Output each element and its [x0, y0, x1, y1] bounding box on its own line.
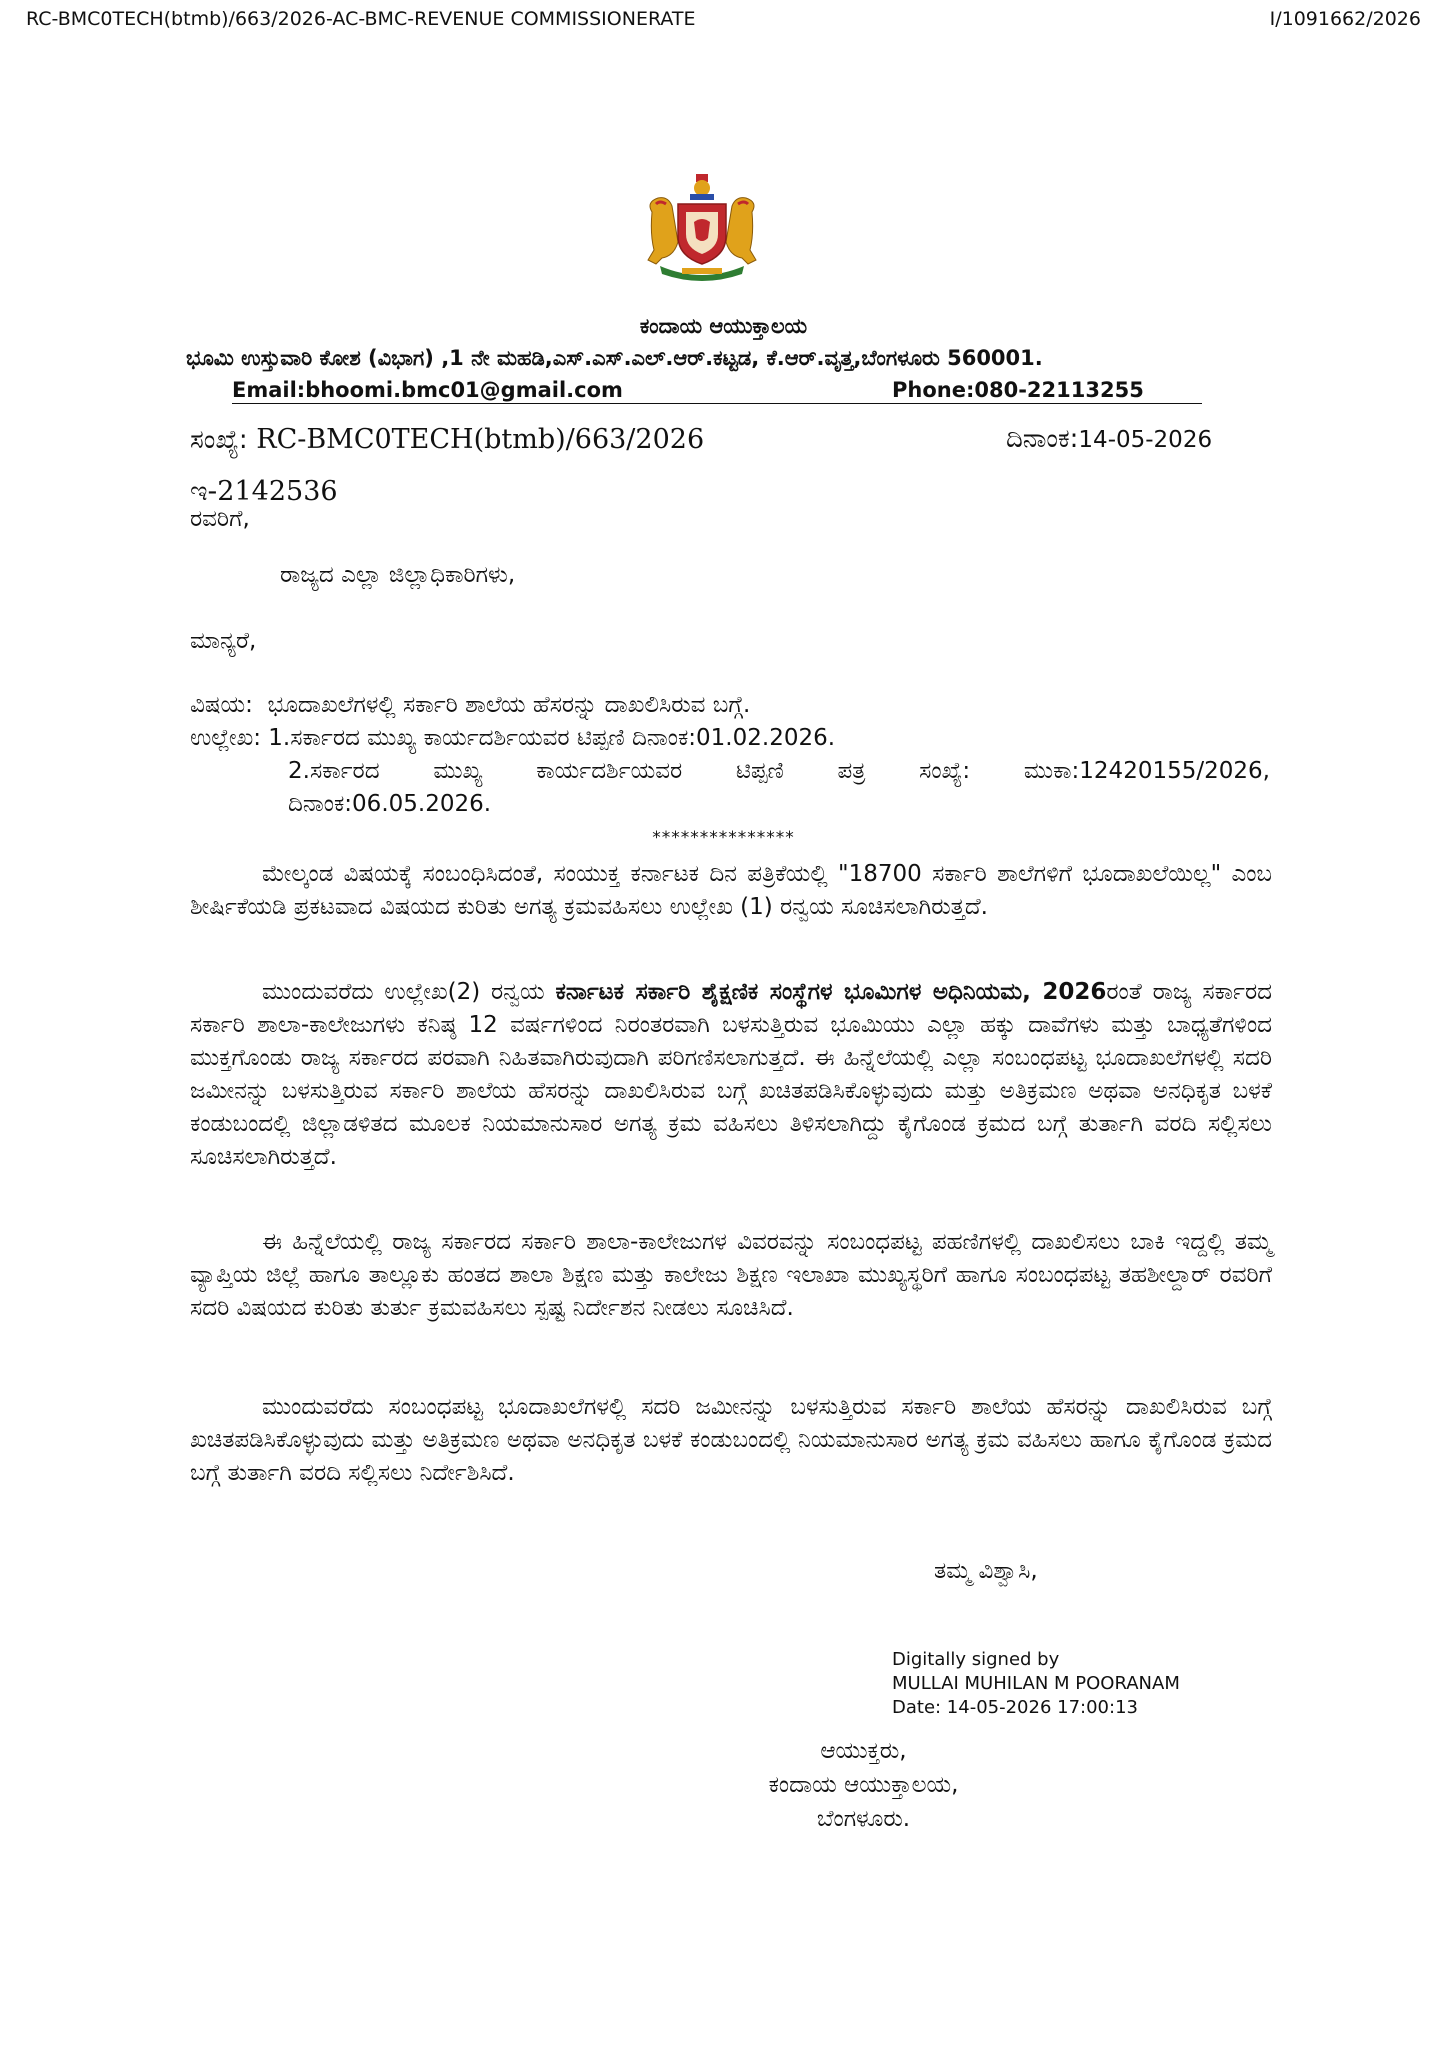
office-address: ಭೂಮಿ ಉಸ್ತುವಾರಿ ಕೋಶ (ವಿಭಾಗ) ,1 ನೇ ಮಹಡಿ,ಎಸ್.ಎಸ್.ಎಲ್.ಆರ್.ಕಟ್ಟಡ, ಕೆ.ಆರ್.ವೃತ್ತ,ಬೆಂಗಳೂರು 560001. — [186, 346, 1043, 370]
signature-line-1: Digitally signed by — [892, 1649, 1060, 1670]
office-phone: Phone:080-22113255 — [892, 378, 1144, 402]
signatory-city: ಬೆಂಗಳೂರು. — [816, 1806, 911, 1832]
date-value: 14-05-2026 — [1078, 427, 1213, 453]
salutation: ಮಾನ್ಯರೆ, — [190, 628, 257, 654]
reference-2-date: ದಿನಾಂಕ:06.05.2026. — [288, 791, 492, 817]
paragraph-2-body: ರಂತೆ ರಾಜ್ಯ ಸರ್ಕಾರದ ಸರ್ಕಾರಿ ಶಾಲಾ-ಕಾಲೇಜುಗಳು ಕನಿಷ್ಠ 12 ವರ್ಷಗಳಿಂದ ನಿರಂತರವಾಗಿ ಬಳಸುತ್ತಿರುವ ಭೂಮಿಯು ಎಲ್ಲಾ ಹಕ್ಕು ದಾವೆಗಳು ಮತ್ತು ಬಾಧ್ಯತೆಗಳಿಂದ ಮುಕ್ತಗೊಂಡು ರಾಜ್ಯ ಸರ್ಕಾರದ ಪರವಾಗಿ ನಿಹಿತವಾಗಿರುವುದಾಗಿ ಪರಿಗಣಿಸಲಾಗುತ್ತದೆ. ಈ ಹಿನ್ನೆಲೆಯಲ್ಲಿ ಎಲ್ಲಾ ಸಂಬಂಧಪಟ್ಟ ಭೂದಾಖಲೆಗಳಲ್ಲಿ ಸದರಿ ಜಮೀನನ್ನು ಬಳಸುತ್ತಿರುವ ಸರ್ಕಾರಿ ಶಾಲೆಯ ಹೆಸರನ್ನು ದಾಖಲಿಸಿರುವ ಬಗ್ಗೆ ಖಚಿತಪಡಿಸಿಕೊಳ್ಳುವುದು ಮತ್ತು ಅತಿಕ್ರಮಣ ಅಥವಾ ಅನಧಿಕೃತ ಬಳಕೆ ಕಂಡುಬಂದಲ್ಲಿ ಜಿಲ್ಲಾಡಳಿತದ ಮೂಲಕ ನಿಯಮಾನುಸಾರ ಅಗತ್ಯ ಕ್ರಮ ವಹಿಸಲು ತಿಳಿಸಲಾಗಿದ್ದು ಕೈಗೊಂಡ ಕ್ರಮದ ಬಗ್ಗೆ ತುರ್ತಾಗಿ ವರದಿ ಸಲ್ಲಿಸಲು ಸೂಚಿಸಲಾಗಿರುತ್ತದೆ. — [190, 979, 1272, 1170]
to-label: ರವರಿಗೆ, — [190, 506, 250, 532]
paragraph-1: ಮೇಲ್ಕಂಡ ವಿಷಯಕ್ಕೆ ಸಂಬಂಧಿಸಿದಂತೆ, ಸಂಯುಕ್ತ ಕರ್ನಾಟಕ ದಿನ ಪತ್ರಿಕೆಯಲ್ಲಿ "18700 ಸರ್ಕಾರಿ ಶಾಲೆಗಳಿಗೆ ಭೂದಾಖಲೆಯಿಲ್ಲ" ಎಂಬ ಶೀರ್ಷಿಕೆಯಡಿ ಪ್ರಕಟವಾದ ವಿಷಯದ ಕುರಿತು ಅಗತ್ಯ ಕ್ರಮವಹಿಸಲು ಉಲ್ಲೇಖ (1) ರನ್ವಯ ಸೂಚಿಸಲಾಗಿರುತ್ತದೆ. — [190, 861, 1272, 920]
reference-2-word: ಕಾರ್ಯದರ್ಶಿಯವರ — [536, 758, 683, 784]
reference-value: RC-BMC0TECH(btmb)/663/2026 — [256, 424, 705, 455]
subject-line — [190, 692, 750, 718]
reference-1-line — [190, 725, 835, 751]
paragraph-3: ಈ ಹಿನ್ನೆಲೆಯಲ್ಲಿ ರಾಜ್ಯ ಸರ್ಕಾರದ ಸರ್ಕಾರಿ ಶಾಲಾ-ಕಾಲೇಜುಗಳ ವಿವರವನ್ನು ಸಂಬಂಧಪಟ್ಟ ಪಹಣಿಗಳಲ್ಲಿ ದಾಖಲಿಸಲು ಬಾಕಿ ಇದ್ದಲ್ಲಿ ತಮ್ಮ ವ್ಯಾಪ್ತಿಯ ಜಿಲ್ಲೆ ಹಾಗೂ ತಾಲ್ಲೂಕು ಹಂತದ ಶಾಲಾ ಶಿಕ್ಷಣ ಮತ್ತು ಕಾಲೇಜು ಶಿಕ್ಷಣ ಇಲಾಖಾ ಮುಖ್ಯಸ್ಥರಿಗೆ ಹಾಗೂ ಸಂಬಂಧಪಟ್ಟ ತಹಶೀಲ್ದಾರ್ ರವರಿಗೆ ಸದರಿ ವಿಷಯದ ಕುರಿತು ತುರ್ತು ಕ್ರಮವಹಿಸಲು ಸ್ಪಷ್ಟ ನಿರ್ದೇಶನ ನೀಡಲು ಸೂಚಿಸಿದೆ. — [190, 1229, 1272, 1321]
act-name: ಕರ್ನಾಟಕ ಸರ್ಕಾರಿ ಶೈಕ್ಷಣಿಕ ಸಂಸ್ಥೆಗಳ ಭೂಮಿಗಳ ಅಧಿನಿಯಮ, 2026 — [555, 979, 1107, 1005]
date-label: ದಿನಾಂಕ: — [1006, 424, 1079, 454]
reference-2-line — [288, 758, 1270, 784]
signatory-block — [0, 1734, 1447, 1836]
digital-signature — [892, 1648, 1180, 1720]
e-office-label: ಇ- — [190, 476, 218, 507]
separator: *************** — [652, 828, 795, 848]
reference-2-word: ಮುಖ್ಯ — [433, 758, 483, 784]
contact-row — [232, 378, 1202, 404]
recipient: ರಾಜ್ಯದ ಎಲ್ಲಾ ಜಿಲ್ಲಾಧಿಕಾರಿಗಳು, — [280, 562, 516, 588]
subject-text: ಭೂದಾಖಲೆಗಳಲ್ಲಿ ಸರ್ಕಾರಿ ಶಾಲೆಯ ಹೆಸರನ್ನು ದಾಖಲಿಸಿರುವ ಬಗ್ಗೆ. — [267, 692, 751, 718]
inward-number-header: I/1091662/2026 — [1269, 8, 1421, 30]
reference-label: ಸಂಖ್ಯೆ: — [190, 425, 248, 455]
paragraph-4: ಮುಂದುವರೆದು ಸಂಬಂಧಪಟ್ಟ ಭೂದಾಖಲೆಗಳಲ್ಲಿ ಸದರಿ ಜಮೀನನ್ನು ಬಳಸುತ್ತಿರುವ ಸರ್ಕಾರಿ ಶಾಲೆಯ ಹೆಸರನ್ನು ದಾಖಲಿಸಿರುವ ಬಗ್ಗೆ ಖಚಿತಪಡಿಸಿಕೊಳ್ಳುವುದು ಮತ್ತು ಅತಿಕ್ರಮಣ ಅಥವಾ ಅನಧಿಕೃತ ಬಳಕೆ ಕಂಡುಬಂದಲ್ಲಿ ನಿಯಮಾನುಸಾರ ಅಗತ್ಯ ಕ್ರಮ ವಹಿಸಲು ಹಾಗೂ ಕೈಗೊಂಡ ಕ್ರಮದ ಬಗ್ಗೆ ತುರ್ತಾಗಿ ವರದಿ ಸಲ್ಲಿಸಲು ನಿರ್ದೇಶಿಸಿದೆ. — [190, 1394, 1272, 1486]
letter-date — [1006, 424, 1212, 455]
reference-2-word: 2.ಸರ್ಕಾರದ — [288, 758, 380, 784]
reference-2-word: ಮುಕಾ:12420155/2026, — [1023, 758, 1270, 784]
signatory-office: ಕಂದಾಯ ಆಯುಕ್ತಾಲಯ, — [768, 1772, 959, 1798]
subject-label: ವಿಷಯ: — [190, 692, 253, 718]
references-label: ಉಲ್ಲೇಖ: — [190, 725, 261, 751]
paragraph-2-intro: ಮುಂದುವರೆದು ಉಲ್ಲೇಖ(2) ರನ್ವಯ — [262, 979, 556, 1005]
e-office-value: 2142536 — [217, 476, 338, 507]
reference-1: 1.ಸರ್ಕಾರದ ಮುಖ್ಯ ಕಾರ್ಯದರ್ಶಿಯವರ ಟಿಪ್ಪಣಿ ದಿನಾಂಕ:01.02.2026. — [268, 725, 836, 751]
signatory-designation: ಆಯುಕ್ತರು, — [820, 1738, 907, 1764]
document-id-header: RC-BMC0TECH(btmb)/663/2026-AC-BMC-REVENUE COMMISSIONERATE — [26, 8, 696, 30]
signature-date: Date: 14-05-2026 17:00:13 — [892, 1697, 1138, 1718]
karnataka-state-emblem-icon — [638, 172, 766, 284]
office-title: ಕಂದಾಯ ಆಯುಕ್ತಾಲಯ — [639, 314, 808, 338]
closing: ತಮ್ಮ ವಿಶ್ವಾಸಿ, — [934, 1558, 1038, 1584]
e-office-number — [190, 476, 338, 508]
reference-2-word: ಟಿಪ್ಪಣಿ — [735, 758, 784, 784]
signature-name: MULLAI MUHILAN M POORANAM — [892, 1673, 1180, 1694]
reference-number — [190, 424, 704, 456]
reference-2-word: ಪತ್ರ — [837, 758, 866, 784]
reference-2-word: ಸಂಖ್ಯೆ: — [919, 758, 971, 784]
office-email: Email:bhoomi.bmc01@gmail.com — [232, 378, 623, 402]
paragraph-2 — [190, 976, 1272, 1174]
